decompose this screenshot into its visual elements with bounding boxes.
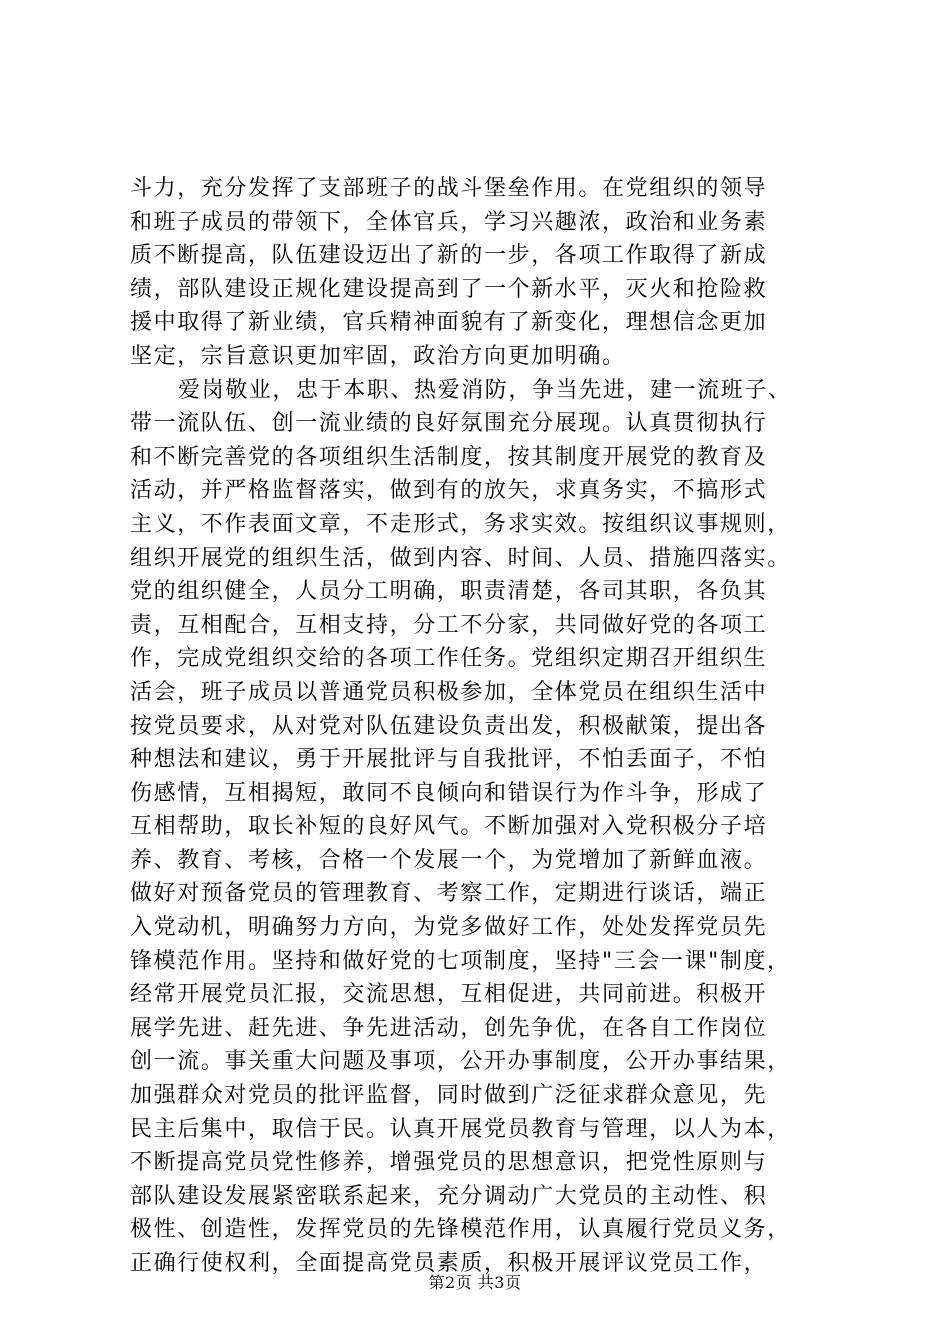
page-number: 第2页 共3页 [428, 1273, 522, 1292]
text-line: 援中取得了新业绩，官兵精神面貌有了新变化，理想信念更加 [130, 310, 768, 336]
text-line: 党的组织健全，人员分工明确，职责清楚，各司其职，各负其 [130, 579, 768, 605]
text-line: 活会，班子成员以普通党员积极参加，全体党员在组织生活中 [130, 679, 768, 705]
text-line: 种想法和建议，勇于开展批评与自我批评，不怕丢面子，不怕 [130, 747, 768, 773]
text-line: 不断提高党员党性修养，增强党员的思想意识，把党性原则与 [130, 1150, 768, 1176]
text-line: 互相帮助，取长补短的良好风气。不断加强对入党积极分子培 [130, 814, 768, 840]
text-line: 坚定，宗旨意识更加牢固，政治方向更加明确。 [130, 343, 626, 369]
text-line: 部队建设发展紧密联系起来，充分调动广大党员的主动性、积 [130, 1183, 768, 1209]
text-line: 加强群众对党员的批评监督，同时做到广泛征求群众意见，先 [130, 1083, 768, 1109]
text-line: 正确行使权利，全面提高党员素质，积极开展评议党员工作， [130, 1251, 768, 1276]
text-line: 按党员要求，从对党对队伍建设负责出发，积极献策，提出各 [130, 713, 768, 739]
text-line: 活动，并严格监督落实，做到有的放矢，求真务实，不搞形式 [130, 478, 768, 504]
text-line: 展学先进、赶先进、争先进活动，创先争优，在各自工作岗位 [130, 1015, 768, 1041]
page-footer [0, 1270, 950, 1293]
text-line: 责，互相配合，互相支持，分工不分家，共同做好党的各项工 [130, 612, 768, 638]
text-line: 极性、创造性，发挥党员的先锋模范作用，认真履行党员义务， [130, 1217, 791, 1243]
text-line: 民主后集中，取信于民。认真开展党员教育与管理，以人为本， [130, 1116, 791, 1142]
text-line: 质不断提高，队伍建设迈出了新的一步，各项工作取得了新成 [130, 243, 768, 269]
text-line: 经常开展党员汇报，交流思想，互相促进，共同前进。积极开 [130, 982, 768, 1008]
text-line: 和班子成员的带领下，全体官兵，学习兴趣浓，政治和业务素 [130, 209, 768, 235]
text-line: 主义，不作表面文章，不走形式，务求实效。按组织议事规则， [130, 511, 791, 537]
text-line: 组织开展党的组织生活，做到内容、时间、人员、措施四落实。 [130, 545, 791, 571]
text-line: 斗力，充分发挥了支部班子的战斗堡垒作用。在党组织的领导 [130, 176, 768, 201]
body-text [130, 172, 830, 1281]
text-line: 带一流队伍、创一流业绩的良好氛围充分展现。认真贯彻执行 [130, 411, 768, 437]
text-line: 作，完成党组织交给的各项工作任务。党组织定期召开组织生 [130, 646, 768, 672]
text-line: 养、教育、考核，合格一个发展一个，为党增加了新鲜血液。 [130, 847, 768, 873]
text-line: 入党动机，明确努力方向，为党多做好工作，处处发挥党员先 [130, 915, 768, 941]
text-line: 锋模范作用。坚持和做好党的七项制度，坚持"三会一课"制度， [130, 948, 791, 974]
text-line: 创一流。事关重大问题及事项，公开办事制度，公开办事结果， [130, 1049, 791, 1075]
paragraph-first-line: 爱岗敬业，忠于本职、热爱消防，争当先进，建一流班子、 [178, 377, 792, 403]
text-line: 伤感情，互相揭短，敢同不良倾向和错误行为作斗争，形成了 [130, 780, 768, 806]
text-line: 做好对预备党员的管理教育、考察工作，定期进行谈话，端正 [130, 881, 768, 907]
text-line: 和不断完善党的各项组织生活制度，按其制度开展党的教育及 [130, 444, 768, 470]
text-line: 绩，部队建设正规化建设提高到了一个新水平，灭火和抢险救 [130, 276, 768, 302]
